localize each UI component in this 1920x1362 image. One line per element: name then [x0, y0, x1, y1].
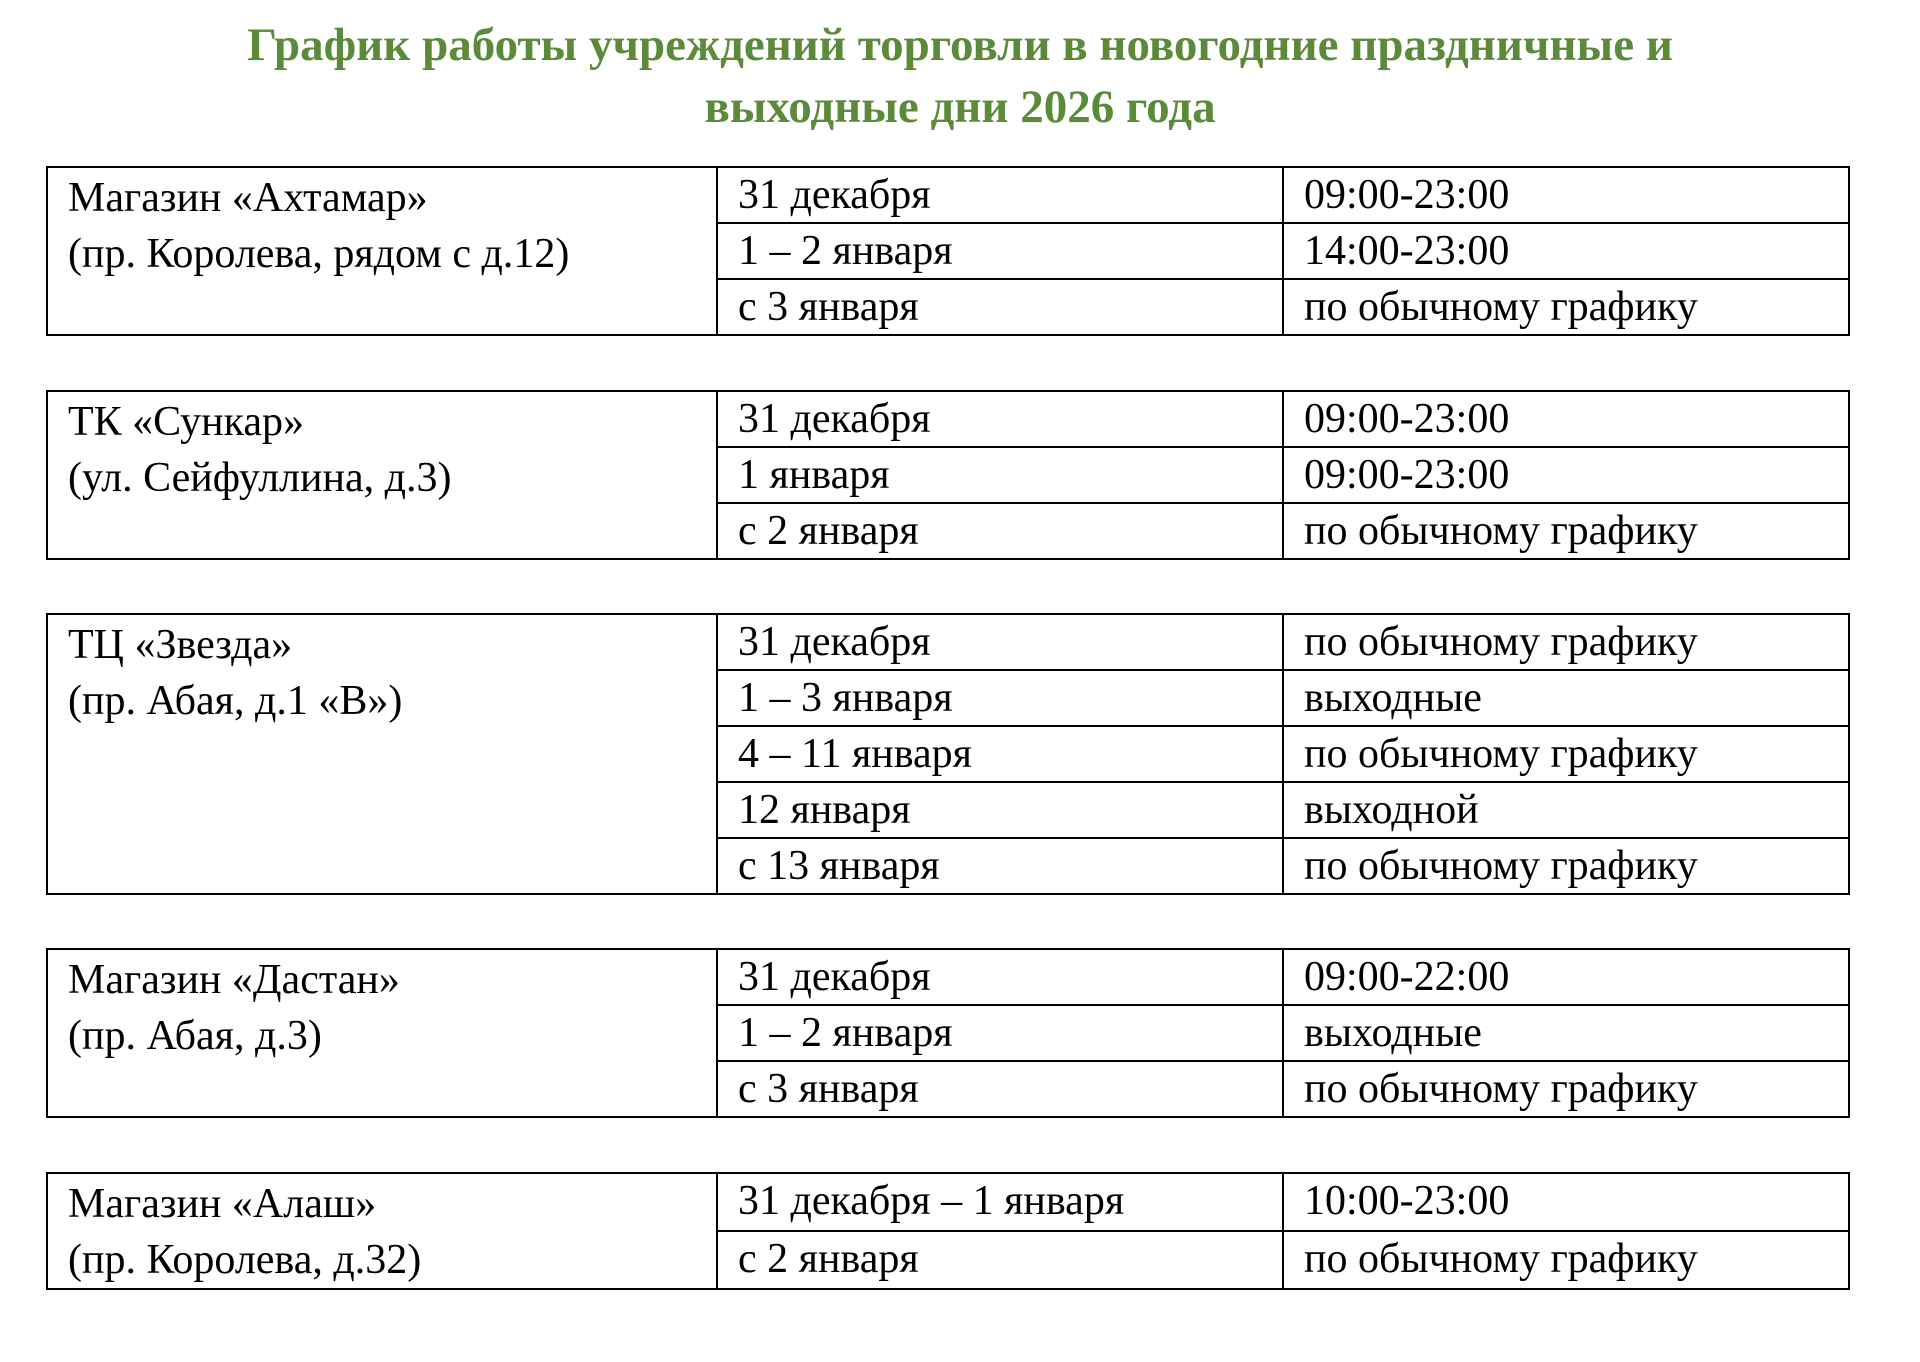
- store-cell: [47, 1173, 717, 1289]
- store-address: (пр. Королева, рядом с д.12): [68, 231, 570, 277]
- schedule-hours: выходной: [1283, 782, 1849, 838]
- schedule-hours: по обычному графику: [1283, 1231, 1849, 1289]
- schedule-date: с 3 января: [717, 1061, 1283, 1117]
- table-row: [47, 1173, 1849, 1231]
- schedule-hours: по обычному графику: [1283, 279, 1849, 335]
- schedule-date: 31 декабря: [717, 391, 1283, 447]
- schedule-hours: 09:00-23:00: [1283, 167, 1849, 223]
- store-schedule-table: [46, 390, 1850, 560]
- table-row: [47, 949, 1849, 1005]
- store-address: (пр. Абая, д.3): [68, 1013, 322, 1059]
- store-cell: [47, 614, 717, 894]
- table-row: [47, 614, 1849, 670]
- table-row: [47, 167, 1849, 223]
- schedule-hours: по обычному графику: [1283, 614, 1849, 670]
- schedule-date: с 13 января: [717, 838, 1283, 894]
- schedule-date: с 3 января: [717, 279, 1283, 335]
- schedule-date: 1 – 2 января: [717, 1005, 1283, 1061]
- store-schedule-table: [46, 613, 1850, 895]
- schedule-date: 4 – 11 января: [717, 726, 1283, 782]
- page-title-line-2: выходные дни 2026 года: [704, 81, 1216, 133]
- store-name: Магазин «Алаш»: [68, 1181, 377, 1227]
- store-cell: [47, 167, 717, 335]
- store-schedule-table: [46, 166, 1850, 336]
- store-address: (ул. Сейфуллина, д.3): [68, 455, 452, 501]
- table-row: [47, 391, 1849, 447]
- store-address: (пр. Абая, д.1 «В»): [68, 678, 403, 724]
- schedule-date: 31 декабря: [717, 167, 1283, 223]
- store-name: Магазин «Ахтамар»: [68, 175, 428, 221]
- page-title-line-1: График работы учреждений торговли в новогодние праздничные и: [247, 19, 1673, 71]
- schedule-date: с 2 января: [717, 1231, 1283, 1289]
- schedule-date: 31 декабря – 1 января: [717, 1173, 1283, 1231]
- schedule-hours: по обычному графику: [1283, 503, 1849, 559]
- schedule-date: 1 – 2 января: [717, 223, 1283, 279]
- store-schedule-table: [46, 948, 1850, 1118]
- schedule-hours: 09:00-23:00: [1283, 447, 1849, 503]
- store-name: Магазин «Дастан»: [68, 957, 400, 1003]
- schedule-date: 31 декабря: [717, 949, 1283, 1005]
- store-cell: [47, 391, 717, 559]
- schedule-hours: по обычному графику: [1283, 1061, 1849, 1117]
- schedule-date: 1 – 3 января: [717, 670, 1283, 726]
- schedule-hours: по обычному графику: [1283, 726, 1849, 782]
- schedule-hours: выходные: [1283, 670, 1849, 726]
- schedule-date: 1 января: [717, 447, 1283, 503]
- schedule-date: с 2 января: [717, 503, 1283, 559]
- schedule-hours: 09:00-22:00: [1283, 949, 1849, 1005]
- schedule-hours: 10:00-23:00: [1283, 1173, 1849, 1231]
- schedule-date: 31 декабря: [717, 614, 1283, 670]
- store-schedule-table: [46, 1172, 1850, 1290]
- store-name: ТЦ «Звезда»: [68, 622, 293, 668]
- schedule-hours: 09:00-23:00: [1283, 391, 1849, 447]
- schedule-hours: 14:00-23:00: [1283, 223, 1849, 279]
- schedule-hours: по обычному графику: [1283, 838, 1849, 894]
- page-title: [0, 14, 1920, 138]
- schedule-hours: выходные: [1283, 1005, 1849, 1061]
- schedule-date: 12 января: [717, 782, 1283, 838]
- store-address: (пр. Королева, д.32): [68, 1237, 422, 1283]
- store-name: ТК «Сункар»: [68, 399, 305, 445]
- store-cell: [47, 949, 717, 1117]
